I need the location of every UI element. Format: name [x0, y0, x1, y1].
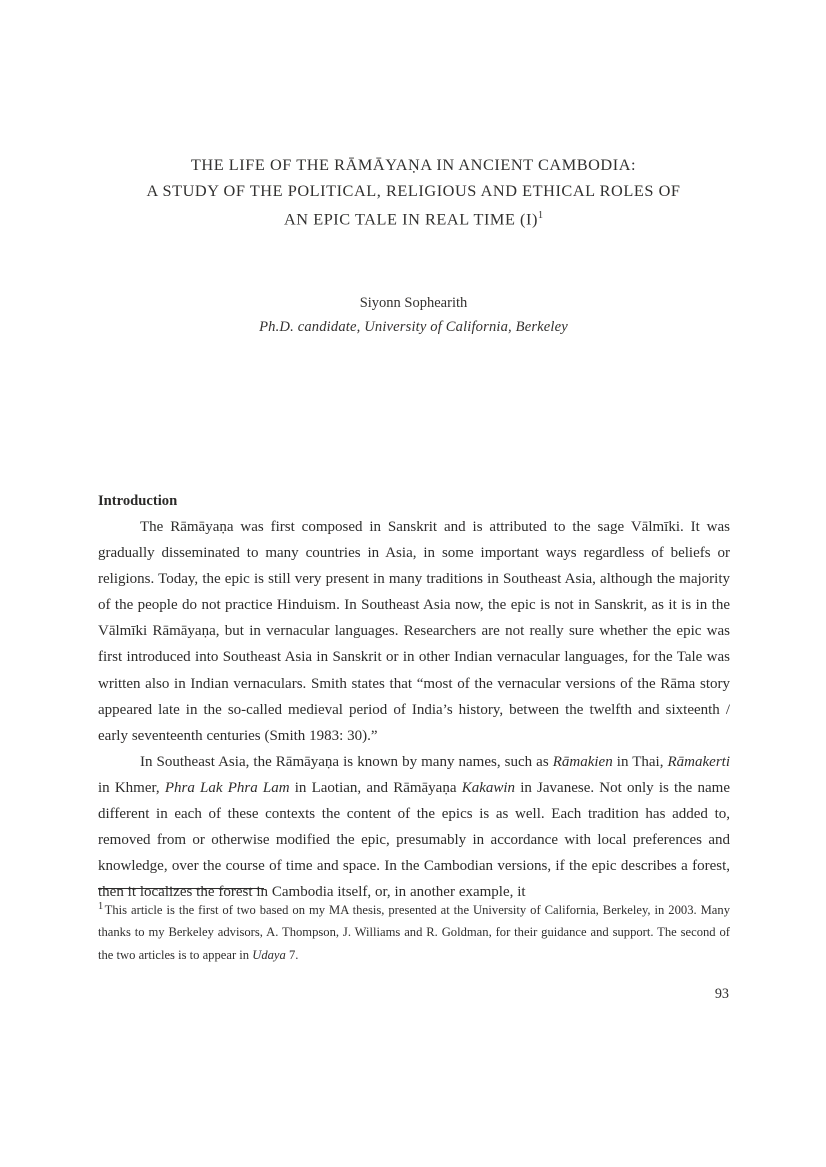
paragraph: In Southeast Asia, the Rāmāyaṇa is known by many names, such as Rāmakien in Thai, Rāmakerti in Khmer, Phra Lak Phra Lam in Laotian, and Rāmāyaṇa Kakawin in Javanese. Not only is the name different in each of these contexts the content of the epics is as well. Each tradition has added to, removed from or otherwise modified the epic, presumably in accordance with local preferences and knowledge, over the course of time and space. In the Cambodian versions, if the epic describes a forest, then it localizes the forest in Cambodia itself, or, in another example, it	[98, 753, 731, 901]
section-heading-introduction: Introduction	[98, 493, 178, 509]
author-name: Siyonn Sophearith	[359, 295, 468, 311]
italic-run: Rāmakien	[552, 753, 613, 770]
footnote-marker: 1	[98, 901, 104, 912]
footnote-separator-rule	[98, 888, 264, 889]
author-block	[98, 292, 729, 340]
title-line-2: A STUDY OF THE POLITICAL, RELIGIOUS AND ETHICAL ROLES OF	[146, 180, 681, 200]
footnote-block	[98, 896, 730, 966]
italic-run: Phra Lak Phra Lam	[164, 779, 290, 796]
italic-run: Rāmakerti	[667, 753, 730, 770]
title-line-3-text: AN EPIC TALE IN REAL TIME (I)	[283, 209, 538, 229]
paragraph: The Rāmāyaṇa was first composed in Sanskrit and is attributed to the sage Vālmīki. It was gradually disseminated to many countries in Asia, in some important ways regardless of beliefs or religions. Today, the epic is still very present in many traditions in Southeast Asia, although the majority of the people do not practice Hinduism. In Southeast Asia now, the epic is not in Sanskrit, as it is in the Vālmīki Rāmāyaṇa, but in vernacular languages. Researchers are not really sure whether the epic was first introduced into Southeast Asia in Sanskrit or in other Indian vernacular languages, for the Tale was written also in Indian vernaculars. Smith states that “most of the vernacular versions of the Rāma story appeared late in the so-called medieval period of India’s history, between the twelfth and sixteenth / early seventeenth centuries (Smith 1983: 30).”	[98, 519, 730, 744]
title-line-3	[98, 203, 729, 232]
article-title	[98, 152, 729, 232]
title-footnote-marker: 1	[537, 210, 544, 221]
body-text	[98, 491, 730, 905]
author-affiliation: Ph.D. candidate, University of California, Berkeley	[259, 319, 568, 335]
footnote-body: This article is the first of two based on my MA thesis, presented at the University of California, Berkeley, in 2003. Many thanks to my Berkeley advisors, A. Thompson, J. Williams and R. Goldman, for their guidance and support. The second of the two articles is to appear in Udaya 7.	[98, 903, 730, 962]
title-line-1: THE LIFE OF THE RĀMĀYAṆA IN ANCIENT CAMBODIA:	[190, 155, 637, 174]
page-number: 93	[714, 986, 729, 1002]
footnote-text	[98, 896, 730, 966]
italic-run: Udaya	[252, 947, 286, 962]
italic-run: Kakawin	[461, 779, 516, 796]
